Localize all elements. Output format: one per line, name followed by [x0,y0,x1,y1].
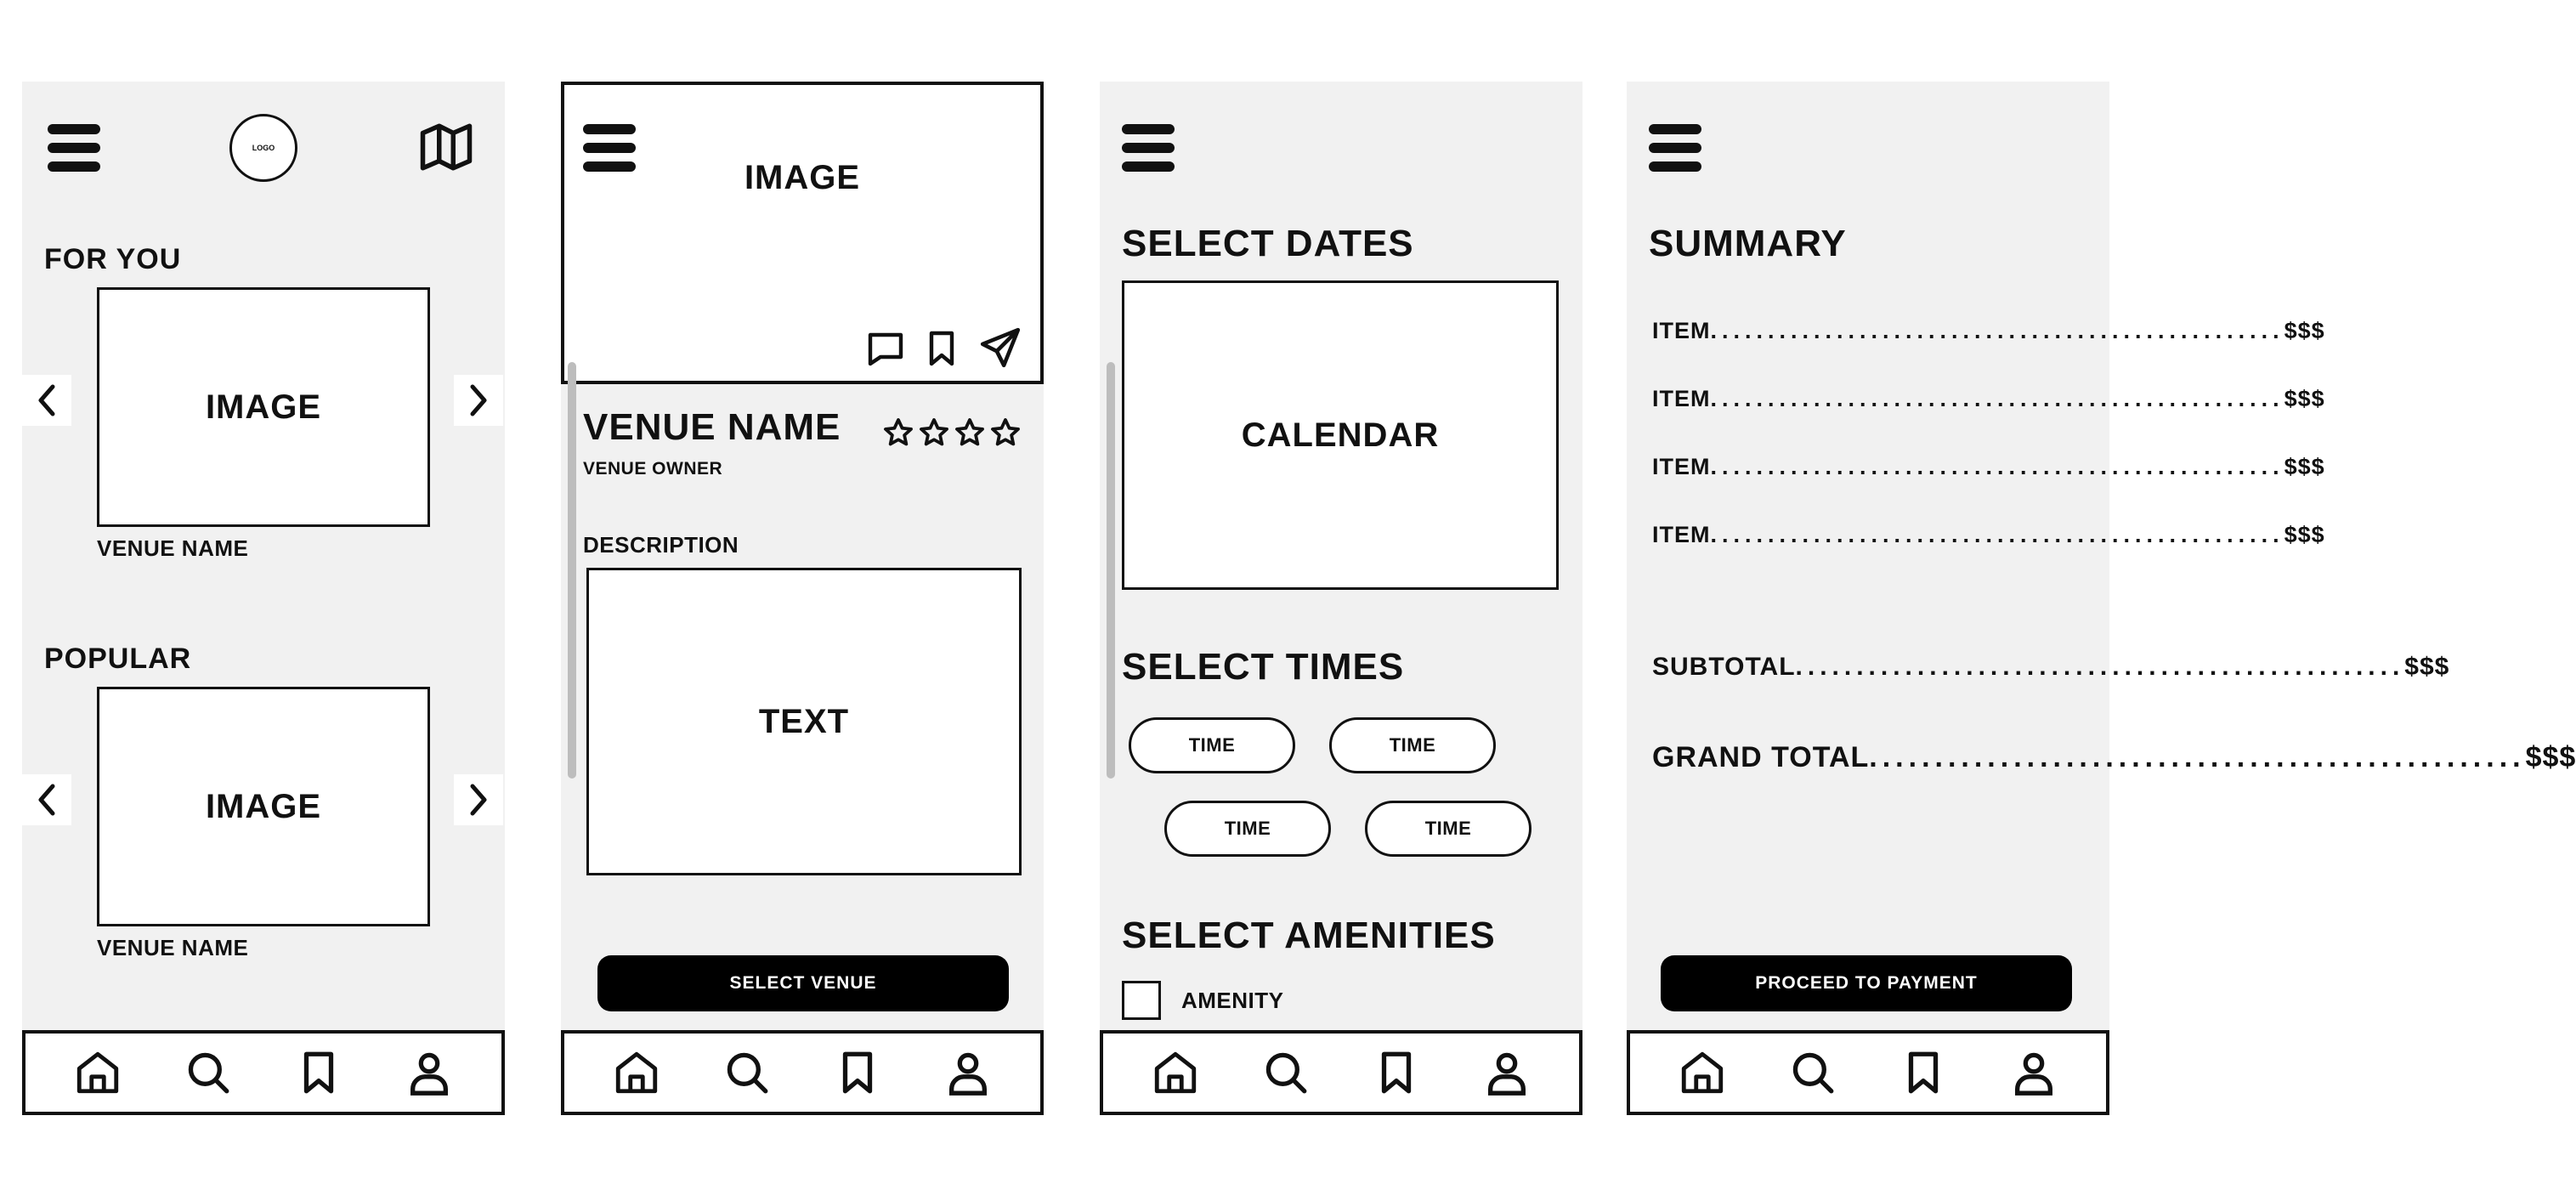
search-icon[interactable] [1260,1046,1312,1099]
venue-name-heading: VENUE NAME [583,406,841,448]
calendar-label: CALENDAR [1241,416,1440,454]
home-icon[interactable] [1676,1046,1729,1099]
hamburger-menu-icon[interactable] [1649,124,1701,172]
home-screen [22,82,505,1115]
star-outline-icon[interactable] [989,416,1022,449]
chevron-left-icon [34,383,59,417]
hamburger-menu-icon[interactable] [48,124,100,172]
subtotal-row: SUBTOTAL .................................................. $$$ [1652,653,2450,681]
bookmark-icon[interactable] [1370,1046,1423,1099]
bottom-nav [1100,1030,1582,1115]
for-you-image[interactable] [97,287,430,527]
star-outline-icon[interactable] [882,416,914,449]
home-icon[interactable] [1149,1046,1202,1099]
description-label: DESCRIPTION [583,532,739,558]
bookmark-icon[interactable] [921,328,962,373]
comment-icon[interactable] [865,328,906,373]
popular-venue-name[interactable]: VENUE NAME [97,935,249,960]
summary-item-row: ITEM .................................................. $$$ [1652,454,2325,479]
time-option[interactable]: TIME [1365,801,1531,857]
map-icon[interactable] [418,119,474,179]
venue-owner[interactable]: VENUE OWNER [583,459,723,479]
summary-item-row: ITEM .................................................. $$$ [1652,522,2325,547]
search-icon[interactable] [182,1046,235,1099]
chevron-left-icon [34,783,59,817]
home-icon[interactable] [610,1046,663,1099]
popular-image[interactable] [97,687,430,926]
amenity-label: AMENITY [1181,988,1284,1013]
bottom-nav [22,1030,505,1115]
bookmark-icon[interactable] [831,1046,884,1099]
chevron-right-icon [466,783,491,817]
user-icon[interactable] [2007,1046,2060,1099]
grand-total-value: $$$ [2525,741,2576,773]
select-venue-button[interactable]: SELECT VENUE [597,955,1009,1011]
for-you-prev-button[interactable] [22,375,71,426]
hamburger-menu-icon[interactable] [1122,124,1175,172]
user-icon[interactable] [942,1046,994,1099]
star-rating[interactable] [882,416,1022,449]
logo[interactable] [229,114,297,182]
bookmark-icon[interactable] [292,1046,345,1099]
item-label: ITEM [1652,318,1711,343]
amenity-checkbox[interactable] [1122,981,1161,1020]
image-placeholder-label: IMAGE [205,787,322,825]
grand-total-row: GRAND TOTAL .................................................. $$$ [1652,741,2576,773]
user-icon[interactable] [1480,1046,1533,1099]
item-value: $$$ [2284,318,2325,343]
description-text: TEXT [758,702,850,740]
item-label: ITEM [1652,454,1711,479]
subtotal-value: $$$ [2404,653,2450,681]
home-icon[interactable] [71,1046,124,1099]
item-value: $$$ [2284,522,2325,547]
for-you-next-button[interactable] [454,375,503,426]
select-times-heading: SELECT TIMES [1122,646,1405,688]
item-value: $$$ [2284,386,2325,411]
proceed-to-payment-button[interactable]: PROCEED TO PAYMENT [1661,955,2072,1011]
summary-item-row: ITEM .................................................. $$$ [1652,386,2325,411]
image-placeholder-label: IMAGE [744,158,861,196]
logo-text: LOGO [252,144,275,152]
popular-heading: POPULAR [44,643,192,675]
summary-screen [1627,82,2576,1115]
time-option[interactable]: TIME [1329,717,1496,773]
summary-item-row: ITEM .................................................. $$$ [1652,318,2325,343]
subtotal-label: SUBTOTAL [1652,653,1796,681]
summary-heading: SUMMARY [1649,223,1847,264]
chevron-right-icon [466,383,491,417]
popular-prev-button[interactable] [22,774,71,825]
scrollbar[interactable] [568,362,576,779]
for-you-heading: FOR YOU [44,243,182,275]
calendar[interactable] [1122,280,1559,590]
time-option[interactable]: TIME [1129,717,1295,773]
time-option[interactable]: TIME [1164,801,1331,857]
select-dates-heading: SELECT DATES [1122,223,1414,264]
bookmark-icon[interactable] [1897,1046,1950,1099]
booking-screen [1100,82,1582,1115]
grand-total-label: GRAND TOTAL [1652,741,1870,773]
send-icon[interactable] [979,326,1022,373]
item-value: $$$ [2284,454,2325,479]
scrollbar[interactable] [1107,362,1115,779]
venue-detail-screen [561,82,1044,1115]
user-icon[interactable] [403,1046,456,1099]
search-icon[interactable] [1786,1046,1839,1099]
select-amenities-heading: SELECT AMENITIES [1122,915,1496,956]
image-placeholder-label: IMAGE [205,388,322,426]
item-label: ITEM [1652,522,1711,547]
description-box [586,568,1022,875]
popular-next-button[interactable] [454,774,503,825]
for-you-venue-name[interactable]: VENUE NAME [97,535,249,561]
star-outline-icon[interactable] [918,416,950,449]
item-label: ITEM [1652,386,1711,411]
hamburger-menu-icon[interactable] [583,124,636,172]
star-outline-icon[interactable] [954,416,986,449]
bottom-nav [561,1030,1044,1115]
bottom-nav [1627,1030,2109,1115]
search-icon[interactable] [721,1046,773,1099]
